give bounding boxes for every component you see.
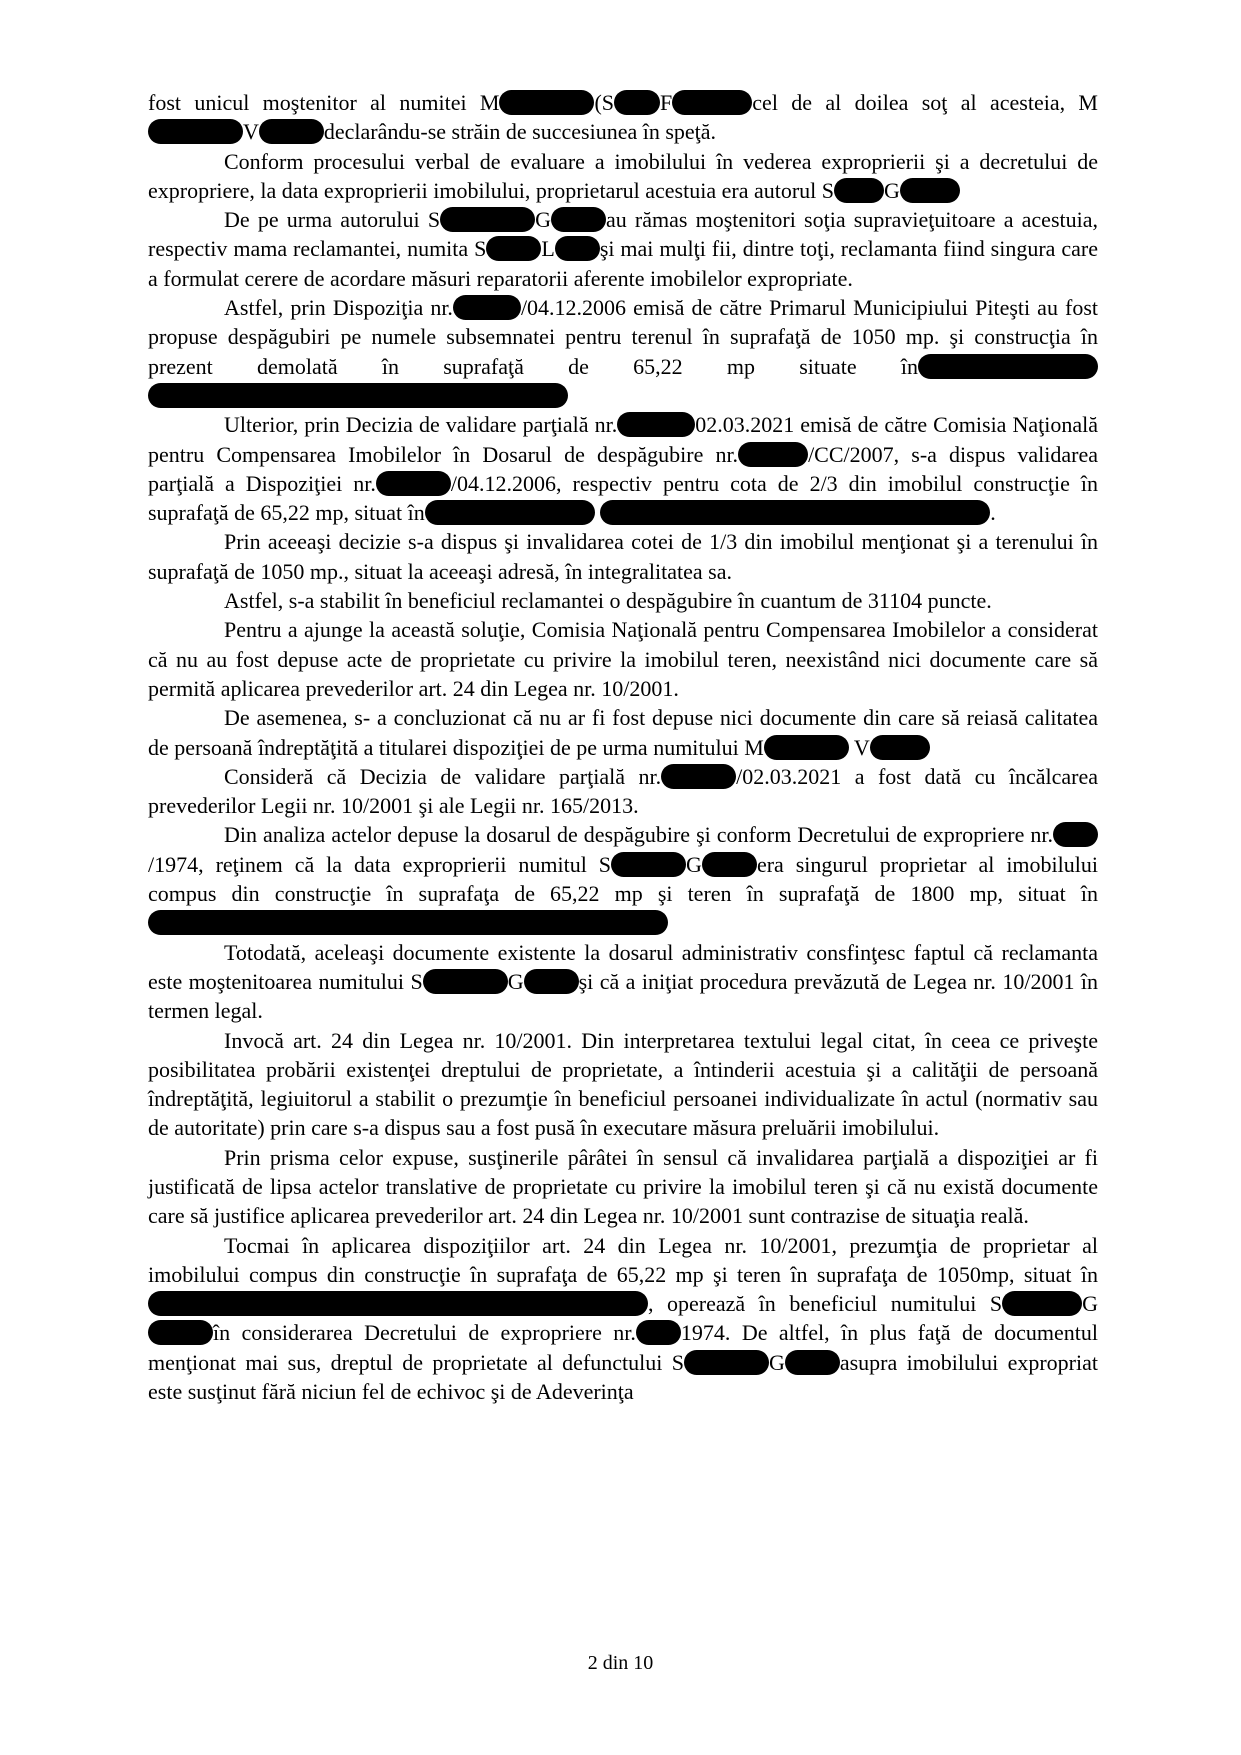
- redaction-mark: [600, 500, 990, 525]
- paragraph-text: şi că a iniţiat procedura prevăzută de Legea nr. 10/2001 în termen legal.: [148, 968, 1098, 1024]
- paragraph-text: 1974. De altfel, în plus faţă de documentul menţionat mai sus, dreptul de proprietate al defunctului S: [148, 1320, 1098, 1375]
- paragraph: [148, 527, 1098, 586]
- paragraph-text: , operează în beneficiul numitului S: [648, 1291, 1003, 1317]
- paragraph: [148, 1026, 1098, 1143]
- redaction-mark: [870, 735, 930, 760]
- paragraph-text: De asemenea, s- a concluzionat că nu ar fi fost depuse nici documente din care să reiasă calitatea de persoană îndreptăţită a titularei dispoziţiei de pe urma numitului M: [148, 705, 1098, 760]
- paragraph: [148, 1231, 1098, 1407]
- redaction-mark: [702, 852, 757, 877]
- paragraph-text: .: [990, 500, 996, 526]
- paragraph-text: în considerarea Decretului de expropriere nr.: [213, 1320, 636, 1346]
- paragraph-text: era singurul proprietar al imobilului compus din construcţie în suprafaţa de 65,22 mp şi teren în suprafaţă de 1800 mp, situat în: [148, 851, 1098, 907]
- redaction-mark: [617, 412, 695, 437]
- paragraph-text: şi mai mulţi fii, dintre toţi, reclamanta fiind singura care a formulat cerere de acordare măsuri reparatorii aferente imobilelor expropriate.: [148, 236, 1098, 291]
- paragraph: [148, 586, 1098, 615]
- paragraph-text: /CC/2007, s-a dispus validarea parţială a Dispoziţiei nr.: [148, 441, 1098, 496]
- paragraph-text: Ulterior, prin Decizia de validare parţială nr.: [224, 412, 618, 438]
- paragraph-text: G: [686, 851, 702, 877]
- redaction-mark: [148, 1320, 213, 1345]
- paragraph-text: Totodată, aceleaşi documente existente la dosarul administrativ consfinţesc faptul că reclamanta este moştenitoarea numitului S: [148, 939, 1098, 994]
- redaction-mark: [661, 764, 736, 789]
- paragraph-text: Din analiza actelor depuse la dosarul de despăgubire şi conform Decretului de expropriere nr.: [224, 822, 1053, 848]
- paragraph-text: Consideră că Decizia de validare parţială nr.: [224, 763, 662, 789]
- paragraph-text: cel de al doilea soţ al acesteia, M: [752, 90, 1098, 115]
- paragraph-text: /1974, reţinem că la data exproprierii numitul S: [148, 851, 612, 877]
- redaction-mark: [738, 442, 808, 467]
- paragraph-text: Conform procesului verbal de evaluare a imobilului în vederea exproprierii şi a decretului de expropriere, la data exproprierii imobilului, proprietarul acestuia era autorul S: [148, 148, 1098, 203]
- redaction-mark: [764, 735, 849, 760]
- redaction-mark: [1053, 822, 1098, 847]
- paragraph: [148, 205, 1098, 293]
- paragraph-text: Astfel, prin Dispoziţia nr.: [224, 295, 453, 321]
- redaction-mark: [148, 383, 568, 408]
- paragraph: [148, 703, 1098, 762]
- redaction-mark: [524, 969, 579, 994]
- paragraph: [148, 410, 1098, 527]
- paragraph-text: L: [541, 236, 555, 262]
- paragraph-text: /04.12.2006 emisă de către Primarul Municipiului Piteşti au fost propuse despăgubiri pe numele subsemnatei pentru terenul în suprafaţă de 1050 mp. şi construcţia în prezent demolată în suprafaţă de 65,22 mp situate în: [148, 295, 1099, 379]
- paragraph: [148, 820, 1098, 937]
- paragraph-text: F: [660, 90, 673, 115]
- paragraph-text: G: [884, 177, 900, 203]
- paragraph-text: Invocă art. 24 din Legea nr. 10/2001. Din interpretarea textului legal citat, în ceea ce priveşte posibilitatea probării existenţei dreptului de proprietate, a întinderii acestuia şi a calităţii de persoană îndreptăţită, legiuitorul a stabilit o prezumţie în beneficiul persoanei individualizate în actul (normativ sau de autoritate) prin care s-a dispus sau a fost pusă în executare măsura preluării imobilului.: [148, 1027, 1098, 1141]
- redaction-mark: [148, 1291, 648, 1316]
- paragraph: [148, 293, 1098, 410]
- redaction-mark: [486, 236, 541, 261]
- redaction-mark: [555, 236, 600, 261]
- paragraph: [148, 938, 1098, 1026]
- paragraph-text: Prin prisma celor expuse, susţinerile pârâtei în sensul că invalidarea parţială a dispoziţiei ar fi justificată de lipsa actelor translative de proprietate cu privire la imobilul teren şi că nu există documente care să justifice aplicarea prevederilor art. 24 din Legea nr. 10/2001 sunt contrazise de situaţia reală.: [148, 1144, 1098, 1229]
- document-body: [148, 88, 1098, 1406]
- redaction-mark: [148, 119, 243, 144]
- paragraph: [148, 615, 1098, 703]
- paragraph-text: asupra imobilului expropriat este susţinut fără niciun fel de echivoc şi de Adeverinţa: [148, 1349, 1098, 1405]
- paragraph-text: au rămas moştenitori soţia supravieţuitoare a acestuia, respectiv mama reclamantei, numita S: [148, 207, 1098, 262]
- redaction-mark: [614, 90, 660, 115]
- redaction-mark: [551, 207, 606, 232]
- paragraph: [148, 147, 1098, 206]
- paragraph-text: Tocmai în aplicarea dispoziţiilor art. 24 din Legea nr. 10/2001, prezumţia de proprietar al imobilului compus din construcţie în suprafaţa de 65,22 mp şi teren în suprafaţa de 1050mp, situat în: [148, 1232, 1098, 1287]
- redaction-mark: [834, 178, 884, 203]
- paragraph-text: Pentru a ajunge la această soluţie, Comisia Naţională pentru Compensarea Imobilelor a considerat că nu au fost depuse acte de proprietate cu privire la imobilul teren, neexistând nici documente care să permită aplicarea prevederilor art. 24 din Legea nr. 10/2001.: [148, 617, 1098, 701]
- paragraph-text: G: [768, 1349, 785, 1375]
- redaction-mark: [499, 90, 594, 115]
- paragraph-text: /02.03.2021 a fost dată cu încălcarea prevederilor Legii nr. 10/2001 şi ale Legii nr. 165/2013.: [148, 763, 1098, 819]
- redaction-mark: [1002, 1291, 1082, 1316]
- paragraph-text: G: [535, 207, 551, 233]
- paragraph-text: V: [243, 119, 259, 145]
- paragraph-text: fost unicul moştenitor al numitei M: [148, 90, 500, 115]
- page-number: 2 din 10: [587, 1652, 654, 1674]
- redaction-mark: [423, 969, 508, 994]
- redaction-mark: [611, 852, 686, 877]
- paragraph-text: (S: [594, 90, 615, 115]
- paragraph: [148, 88, 1098, 147]
- redaction-mark: [672, 90, 752, 115]
- redaction-mark: [918, 354, 1098, 379]
- redaction-mark: [425, 500, 595, 525]
- paragraph: [148, 762, 1098, 821]
- paragraph-text: G: [1082, 1291, 1098, 1317]
- redaction-mark: [684, 1350, 769, 1375]
- redaction-mark: [148, 910, 668, 935]
- paragraph: [148, 1143, 1098, 1231]
- redaction-mark: [636, 1320, 681, 1345]
- redaction-mark: [453, 295, 521, 320]
- paragraph-text: 02.03.2021 emisă de către Comisia Naţională pentru Compensarea Imobilelor în Dosarul de despăgubire nr.: [148, 412, 1098, 467]
- redaction-mark: [785, 1350, 840, 1375]
- paragraph-text: /04.12.2006, respectiv pentru cota de 2/3 din imobilul construcţie în suprafaţă de 65,22 mp, situat în: [148, 470, 1099, 526]
- redaction-mark: [259, 119, 324, 144]
- paragraph-text: Prin aceeaşi decizie s-a dispus şi invalidarea cotei de 1/3 din imobilul menţionat şi a terenului în suprafaţă de 1050 mp., situat la aceeaşi adresă, în integralitatea sa.: [148, 529, 1098, 584]
- paragraph-text: declarându-se străin de succesiunea în speţă.: [323, 119, 717, 145]
- paragraph-text: V: [848, 734, 870, 760]
- redaction-mark: [440, 207, 535, 232]
- paragraph-text: Astfel, s-a stabilit în beneficiul reclamantei o despăgubire în cuantum de 31104 puncte.: [224, 588, 992, 614]
- redaction-mark: [900, 178, 960, 203]
- redaction-mark: [376, 471, 451, 496]
- paragraph-text: De pe urma autorului S: [224, 207, 441, 233]
- paragraph-text: G: [507, 968, 524, 994]
